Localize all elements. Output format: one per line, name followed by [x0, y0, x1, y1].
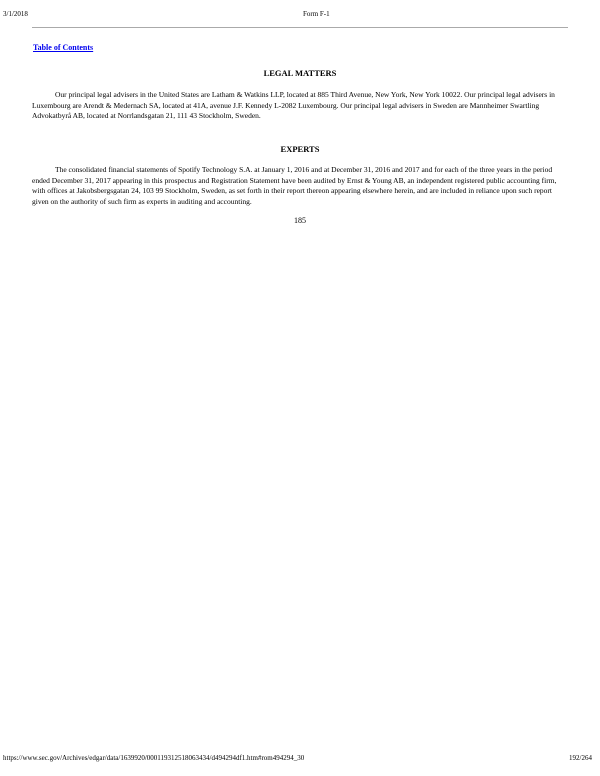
header-form-title: Form F-1 — [303, 10, 330, 18]
page-header — [0, 0, 600, 32]
page-number: 185 — [294, 216, 306, 225]
legal-matters-paragraph: Our principal legal advisers in the United States are Latham & Watkins LLP, located at 885 Third Avenue, New York, New York 10022. Our principal legal advisers in Luxembourg are Arendt & Medernach SA, located at 41A, avenue J.F. Kennedy L-2082 Luxembourg. Our principal legal advisers in Sweden are Mannheimer Swartling Advokatbyrå AB, located at Norrlandsgatan 21, 111 43 Stockholm, Sweden. — [32, 90, 555, 120]
footer-page-count: 192/264 — [569, 754, 592, 762]
legal-matters-heading: LEGAL MATTERS — [263, 68, 337, 78]
header-divider — [32, 27, 568, 28]
footer-url: https://www.sec.gov/Archives/edgar/data/1639920/000119312518063434/d494294df1.htm#rom494294_30 — [3, 754, 305, 762]
experts-heading: EXPERTS — [280, 144, 320, 154]
experts-paragraph: The consolidated financial statements of Spotify Technology S.A. at January 1, 2016 and at December 31, 2016 and 2017 and for each of the three years in the period ended December 31, 2017 appearing in this prospectus and Registration Statement have been audited by Ernst & Young AB, an independent registered public accounting firm, with offices at Jakobsbergsgatan 24, 103 99 Stockholm, Sweden, as set forth in their report thereon appearing elsewhere herein, and are included in reliance upon such report given on the authority of such firm as experts in auditing and accounting. — [32, 165, 557, 206]
table-of-contents-link[interactable]: Table of Contents — [33, 43, 94, 52]
header-date: 3/1/2018 — [3, 10, 28, 18]
